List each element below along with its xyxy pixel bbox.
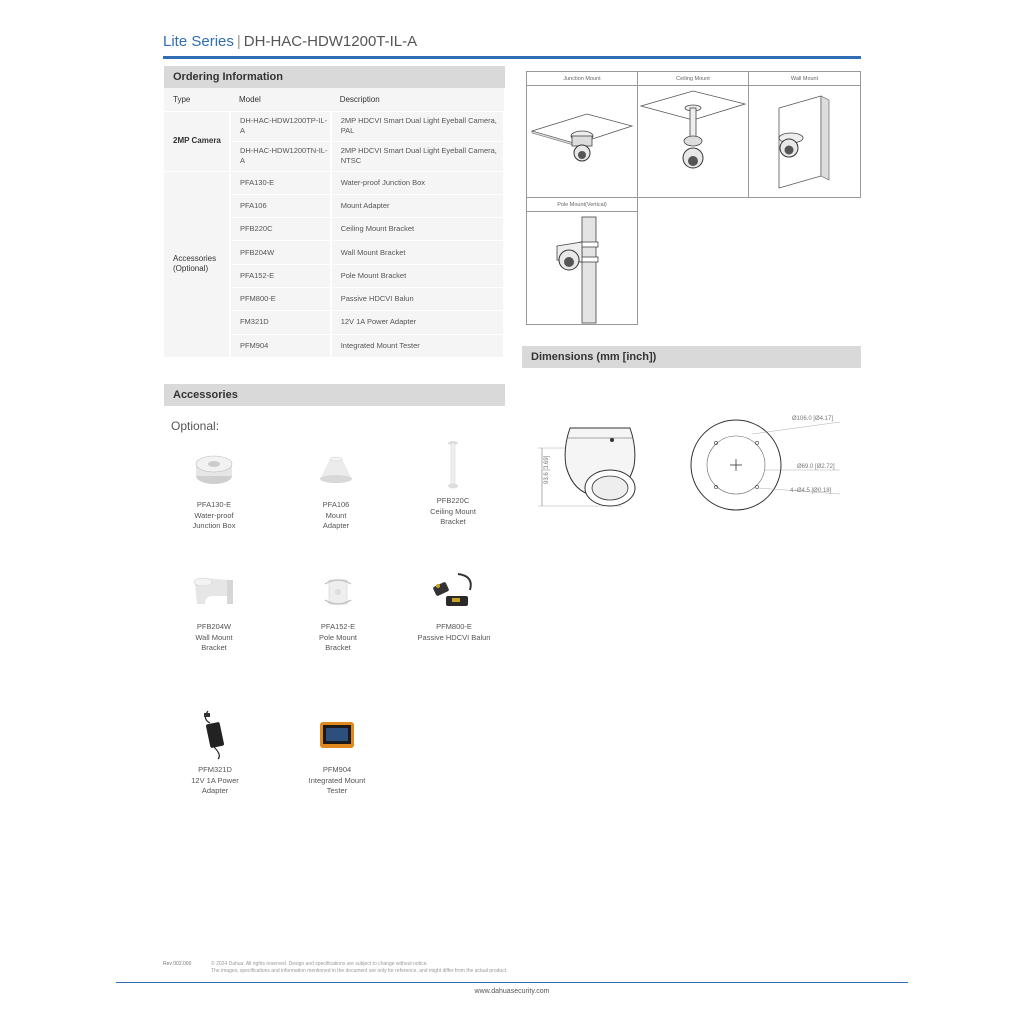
- column-header: Type: [164, 88, 230, 111]
- ordering-table: [164, 88, 505, 358]
- accessory-item: [164, 444, 264, 532]
- ir-led: [610, 438, 614, 442]
- accessory-label: PFA130-E Water-proof Junction Box: [192, 500, 236, 530]
- balun-icon: [404, 566, 504, 618]
- accessory-label: PFM321D 12V 1A Power Adapter: [191, 765, 239, 795]
- header-separator: |: [236, 33, 241, 50]
- description-cell: Wall Mount Bracket: [331, 241, 504, 264]
- accessory-item: [164, 566, 264, 654]
- model-cell: FM321D: [230, 311, 331, 334]
- model-cell: PFA106: [230, 194, 331, 217]
- wall-mount-icon: [749, 86, 860, 197]
- inner-diameter-label: Ø69.0 [Ø2.72]: [797, 464, 835, 470]
- accessory-label: PFA106 Mount Adapter: [322, 500, 350, 530]
- description-cell: 2MP HDCVI Smart Dual Light Eyeball Camera, PAL: [331, 111, 504, 141]
- dimensions-section-title: [522, 346, 861, 368]
- mount-caption: Wall Mount: [749, 72, 860, 86]
- website-link[interactable]: www.dahuasecurity.com: [474, 988, 550, 995]
- dimensions-title-text: Dimensions (mm [inch]): [531, 351, 657, 363]
- revision-label: Rev 002.000: [163, 961, 192, 967]
- model-cell: DH-HAC-HDW1200TP-IL-A: [230, 111, 331, 141]
- power-adapter-icon: [165, 709, 265, 761]
- table-header-row: [164, 88, 504, 111]
- description-cell: Integrated Mount Tester: [331, 334, 504, 357]
- wall-bracket-icon: [164, 566, 264, 618]
- tester-icon: [287, 709, 387, 761]
- description-cell: 2MP HDCVI Smart Dual Light Eyeball Camera, NTSC: [331, 141, 504, 171]
- camera-lens: [592, 476, 628, 500]
- accessory-item: [287, 709, 387, 797]
- accessory-item: [286, 444, 386, 532]
- model-cell: PFB220C: [230, 218, 331, 241]
- accessory-label: PFB204W Wall Mount Bracket: [195, 622, 233, 652]
- column-header: Model: [230, 88, 331, 111]
- ordering-section-title: [164, 66, 505, 88]
- description-cell: Water-proof Junction Box: [331, 171, 504, 194]
- accessory-item: [403, 440, 503, 528]
- accessory-item: [288, 566, 388, 654]
- legal-line: © 2024 Dahua. All rights reserved. Design and specifications are subject to change without notice.: [211, 961, 428, 967]
- model-cell: DH-HAC-HDW1200TN-IL-A: [230, 141, 331, 171]
- type-cell: Accessories (Optional): [164, 171, 230, 357]
- model-cell: PFM904: [230, 334, 331, 357]
- description-cell: Passive HDCVI Balun: [331, 287, 504, 310]
- type-cell: 2MP Camera: [164, 111, 230, 171]
- height-label: 93.6 [3.69]: [544, 455, 550, 484]
- legal-line: The images, specifications and information mentioned in the document are only for reference, and might differ from the actual product.: [211, 968, 508, 974]
- accessory-item: [165, 709, 265, 797]
- model-name: DH-HAC-HDW1200T-IL-A: [243, 33, 418, 50]
- optional-label: Optional:: [171, 419, 220, 433]
- model-cell: PFA152-E: [230, 264, 331, 287]
- dimension-drawing: [522, 408, 861, 518]
- column-header: Description: [331, 88, 504, 111]
- accessory-label: PFA152-E Pole Mount Bracket: [319, 622, 357, 652]
- accessory-label: PFB220C Ceiling Mount Bracket: [430, 496, 476, 526]
- mount-adapter-icon: [286, 444, 386, 496]
- pole-mount-diagram: [526, 197, 638, 325]
- accessory-label: PFM904 Integrated Mount Tester: [308, 765, 366, 795]
- accessory-label: PFM800-E Passive HDCVI Balun: [417, 622, 491, 642]
- series-name: Lite Series: [163, 33, 234, 50]
- legal-notice: [211, 961, 507, 975]
- ceiling-bracket-icon: [403, 440, 503, 492]
- ceiling-mount-diagram: [637, 71, 749, 198]
- description-cell: Mount Adapter: [331, 194, 504, 217]
- table-row: [164, 171, 504, 194]
- footer-rule: [116, 982, 908, 983]
- junction-box-icon: [164, 444, 264, 496]
- accessories-section-title: [164, 384, 505, 406]
- junction-mount-diagram: [526, 71, 638, 198]
- leader-line: [752, 422, 840, 434]
- outer-diameter-label: Ø106.0 [Ø4.17]: [792, 416, 834, 422]
- ordering-title-text: Ordering Information: [173, 71, 283, 83]
- mount-caption: Junction Mount: [527, 72, 637, 86]
- pole-bracket-icon: [288, 566, 388, 618]
- accessories-title-text: Accessories: [173, 389, 238, 401]
- model-cell: PFA130-E: [230, 171, 331, 194]
- junction-mount-icon: [527, 86, 637, 197]
- description-cell: 12V 1A Power Adapter: [331, 311, 504, 334]
- description-cell: Pole Mount Bracket: [331, 264, 504, 287]
- document-header: [163, 33, 417, 50]
- mount-caption: Pole Mount(Vertical): [527, 198, 637, 212]
- table-row: [164, 111, 504, 141]
- wall-mount-diagram: [748, 71, 861, 198]
- holes-label: 4−Ø4.5 [Ø0.18]: [790, 488, 832, 494]
- ceiling-mount-icon: [638, 86, 748, 197]
- description-cell: Ceiling Mount Bracket: [331, 218, 504, 241]
- pole-mount-icon: [527, 212, 637, 324]
- model-cell: PFM800-E: [230, 287, 331, 310]
- accessory-item: [404, 566, 504, 643]
- header-rule: [163, 56, 861, 59]
- model-cell: PFB204W: [230, 241, 331, 264]
- mount-caption: Ceiling Mount: [638, 72, 748, 86]
